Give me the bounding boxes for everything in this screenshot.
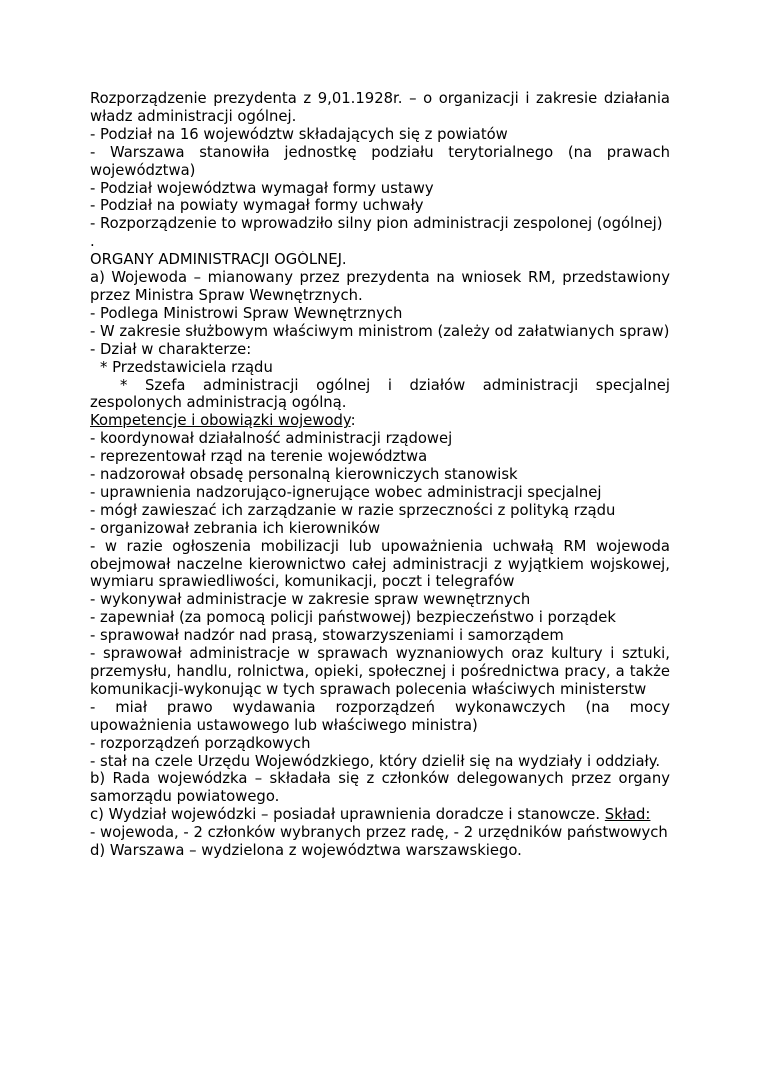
kompetencje-colon: : xyxy=(350,412,356,430)
sklad-items: - wojewoda, - 2 członków wybranych przez radę, - 2 urzędników państwowych xyxy=(90,824,668,842)
wojewoda-intro: a) Wojewoda – mianowany przez prezydenta na wniosek RM, przedstawiony przez Ministra Spraw Wewnętrznych. xyxy=(90,269,670,304)
rada-wojewodzka: b) Rada wojewódzka – składała się z członków delegowanych przez organy samorządu powiatowego. xyxy=(90,770,670,806)
intro-point: - Podział na powiaty wymagał formy uchwały xyxy=(90,197,424,215)
wojewoda-point: - Podlega Ministrowi Spraw Wewnętrznych xyxy=(90,304,403,322)
kompetencje-item: - stał na czele Urzędu Wojewódzkiego, który dzielił się na wydziały i oddziały. xyxy=(90,752,661,770)
intro-point: - Podział województwa wymagał formy ustawy xyxy=(90,179,434,197)
charakter-item: * Szefa administracji ogólnej i działów administracji specjalnej zespolonych administracją ogólną. xyxy=(90,376,670,412)
wydzial-wojewodzki xyxy=(90,806,670,824)
kompetencje-item: - uprawnienia nadzorująco-ignerujące wobec administracji specjalnej xyxy=(90,483,602,501)
intro-point: - Warszawa stanowiła jednostkę podziału terytorialnego (na prawach województwa) xyxy=(90,143,670,179)
kompetencje-item: - zapewniał (za pomocą policji państwowej) bezpieczeństwo i porządek xyxy=(90,609,616,627)
section-heading: ORGANY ADMINISTRACJI OGÓLNEJ. xyxy=(90,251,347,269)
kompetencje-item: - mógł zawieszać ich zarządzanie w razie sprzeczności z polityką rządu xyxy=(90,501,616,519)
wojewoda-point: - W zakresie służbowym właściwym ministrom (zależy od załatwianych spraw) xyxy=(90,322,670,340)
kompetencje-heading: Kompetencje i obowiązki wojewody xyxy=(90,412,351,430)
wydzial-text: c) Wydział wojewódzki – posiadał uprawnienia doradcze i stanowcze. xyxy=(90,806,601,824)
kompetencje-heading-line xyxy=(90,412,670,430)
kompetencje-item: - miał prawo wydawania rozporządzeń wykonawczych (na mocy upoważnienia ustawowego lub właściwego ministra) xyxy=(90,698,670,734)
kompetencje-item: - nadzorował obsadę personalną kierowniczych stanowisk xyxy=(90,466,518,484)
kompetencje-item: - organizował zebrania ich kierowników xyxy=(90,519,381,537)
kompetencje-item: - sprawował nadzór nad prasą, stowarzyszeniami i samorządem xyxy=(90,627,564,645)
sklad-label: Skład: xyxy=(604,806,651,824)
charakter-item: * Przedstawiciela rządu xyxy=(100,358,273,376)
kompetencje-item: - sprawował administracje w sprawach wyznaniowych oraz kultury i sztuki, przemysłu, handlu, rolnictwa, opieki, społecznej i pośrednictwa pracy, a także komunikacji-wykonując w tych sprawach polecenia właściwych ministerstw xyxy=(90,645,670,698)
wojewoda-point: - Dział w charakterze: xyxy=(90,340,252,358)
kompetencje-item: - wykonywał administracje w zakresie spraw wewnętrznych xyxy=(90,591,531,609)
intro-point: - Podział na 16 województw składających się z powiatów xyxy=(90,125,508,143)
dot-line: . xyxy=(90,233,95,251)
kompetencje-item: - reprezentował rząd na terenie województwa xyxy=(90,448,428,466)
kompetencje-item: - rozporządzeń porządkowych xyxy=(90,734,311,752)
warszawa-item: d) Warszawa – wydzielona z województwa warszawskiego. xyxy=(90,842,522,860)
intro-paragraph: Rozporządzenie prezydenta z 9,01.1928r. – o organizacji i zakresie działania władz administracji ogólnej. xyxy=(90,90,670,125)
document-page xyxy=(90,90,670,860)
kompetencje-item: - w razie ogłoszenia mobilizacji lub upoważnienia uchwałą RM wojewoda obejmował naczelne kierownictwo całej administracji z wyjątkiem wojskowej, wymiaru sprawiedliwości, komunikacji, poczt i telegrafów xyxy=(90,537,670,591)
intro-point: - Rozporządzenie to wprowadziło silny pion administracji zespolonej (ogólnej) xyxy=(90,215,663,233)
kompetencje-item: - koordynował działalność administracji rządowej xyxy=(90,430,453,448)
